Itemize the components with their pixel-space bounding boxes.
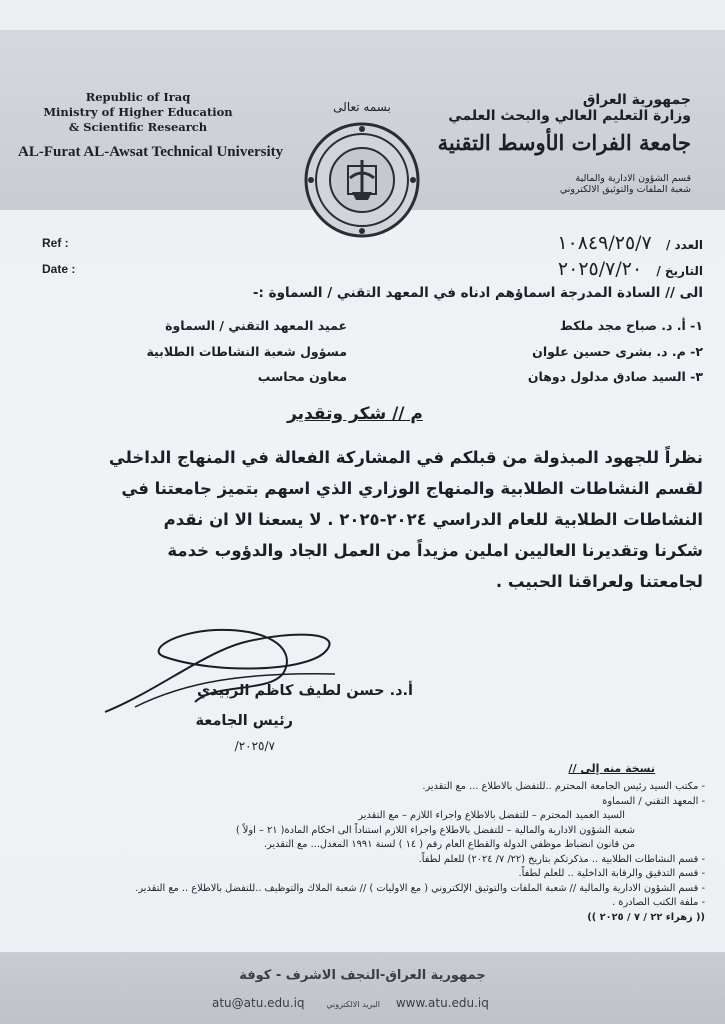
copy-line: (( زهراء ٢٢ / ٧ / ٢٠٢٥ )) bbox=[587, 911, 705, 923]
date-ar-label: التاريخ / bbox=[656, 264, 703, 278]
ministry-en: Ministry of Higher Education bbox=[43, 105, 233, 119]
recipient-role: معاون محاسب bbox=[257, 369, 347, 384]
footer-contacts bbox=[212, 996, 507, 1010]
number-value: ١٠٨٤٩/٢٥/٧ bbox=[557, 232, 652, 254]
addressee: الى // السادة المدرجة اسماؤهم ادناه في المعهد التقني / السماوة :- bbox=[252, 285, 703, 301]
copies-heading: نسخة منه إلى // bbox=[568, 762, 655, 775]
copies-list bbox=[15, 780, 705, 925]
copy-line: - قسم التدقيق والرقابة الداخلية .. للعلم لطفاً. bbox=[518, 868, 705, 879]
body-line: لقسم النشاطات الطلابية والمنهاج الوزاري الذي اسهم بتميز جامعتنا في bbox=[121, 479, 703, 498]
section-ar: شعبة الملفات والتوثيق الالكتروني bbox=[559, 184, 691, 195]
body-line: نظراً للجهود المبذولة من قبلكم في المشاركة الفعالة في المنهاج الداخلي bbox=[108, 448, 703, 467]
signature-date: ٢٠٢٥/٧/ bbox=[234, 739, 275, 753]
copy-line: - مكتب السيد رئيس الجامعة المحترم ..للتفضل بالاطلاع ... مع التقدير. bbox=[422, 781, 705, 792]
university-en: AL-Furat AL-Awsat Technical University bbox=[18, 144, 284, 160]
subject: م // شكر وتقدير bbox=[287, 404, 423, 424]
footer-email-label: البريد الالكتروني bbox=[326, 1000, 381, 1009]
footer-website: www.atu.edu.iq bbox=[395, 996, 489, 1010]
date-label: Date : bbox=[42, 262, 76, 276]
body-line: النشاطات الطلابية للعام الدراسي ٢٠٢٤-٢٠٢٥ . لا يسعنا الا ان نقدم bbox=[163, 510, 703, 529]
signatory-title: رئيس الجامعة bbox=[195, 713, 293, 729]
country-ar: جمهورية العراق bbox=[582, 92, 691, 108]
footer-address: جمهورية العراق-النجف الاشرف - كوفة bbox=[239, 968, 486, 983]
signatory-name: أ.د. حسن لطيف كاظم الزبيدي bbox=[197, 683, 413, 699]
country-en: Republic of Iraq bbox=[85, 90, 191, 104]
copy-line: - قسم الشؤون الادارية والمالية // شعبة الملفات والتوثيق الإلكتروني ( مع الاوليات ) // شعبة الملاك والتوظيف ..للتفضل بالاطلاع .. مع التقدير. bbox=[135, 882, 705, 894]
university-ar: جامعة الفرات الأوسط التقنية bbox=[437, 130, 691, 155]
ministry-en-2: & Scientific Research bbox=[68, 120, 208, 134]
copy-line: - قسم النشاطات الطلابية .. مذكرتكم بتاريخ (٢٢/ ٧/ ٢٠٢٤) للعلم لطفاً. bbox=[418, 853, 705, 865]
number-label: العدد / bbox=[665, 238, 703, 252]
department-ar: قسم الشؤون الادارية والمالية bbox=[575, 173, 691, 184]
body-line: شكرنا وتقديرنا العاليين املين مزيداً من العمل الجاد والدؤوب خدمة bbox=[167, 541, 703, 560]
letter-footer bbox=[0, 952, 725, 1024]
recipient-role: مسؤول شعبة النشاطات الطلابية bbox=[146, 344, 347, 359]
recipient-name: ٢- م. د. بشرى حسين علوان bbox=[532, 344, 703, 359]
letterhead-english bbox=[18, 90, 284, 160]
letterhead bbox=[0, 30, 725, 210]
document-date bbox=[558, 258, 703, 280]
copy-line: - ملفة الكتب الصادرة . bbox=[612, 897, 705, 908]
date-value: ٢٠٢٥/٧/٢٠ bbox=[557, 258, 643, 280]
ref-label: Ref : bbox=[42, 236, 69, 250]
letter-body bbox=[13, 442, 703, 597]
ministry-ar: وزارة التعليم العالي والبحث العلمي bbox=[448, 108, 691, 124]
recipient-role: عميد المعهد التقني / السماوة bbox=[165, 318, 347, 333]
footer-email: atu@atu.edu.iq bbox=[212, 996, 305, 1010]
copy-line: شعبة الشؤون الادارية والمالية – للتفضل بالاطلاع واجراء اللازم استناداً الى احكام المادة( ٢١ – اولاً ) bbox=[235, 824, 635, 836]
copy-line: السيد العميد المحترم – للتفضل بالاطلاع واجراء اللازم – مع التقدير bbox=[358, 810, 625, 821]
copy-line: من قانون انضباط موظفي الدولة والقطاع العام رقم ( ١٤ ) لسنة ١٩٩١ المعدل... مع التقدير. bbox=[263, 839, 635, 850]
document-number bbox=[557, 232, 703, 254]
body-line: لجامعتنا ولعراقنا الحبيب . bbox=[495, 572, 703, 591]
handwritten-signature bbox=[95, 612, 355, 722]
recipient-name: ٣- السيد صادق مدلول دوهان bbox=[527, 369, 703, 384]
letterhead-arabic bbox=[391, 92, 691, 195]
copy-line: - المعهد التقني / السماوة bbox=[602, 795, 705, 807]
recipient-name: ١- أ. د. صباح مجد ملكط bbox=[559, 318, 703, 333]
basmala: بسمه تعالى bbox=[333, 100, 391, 114]
